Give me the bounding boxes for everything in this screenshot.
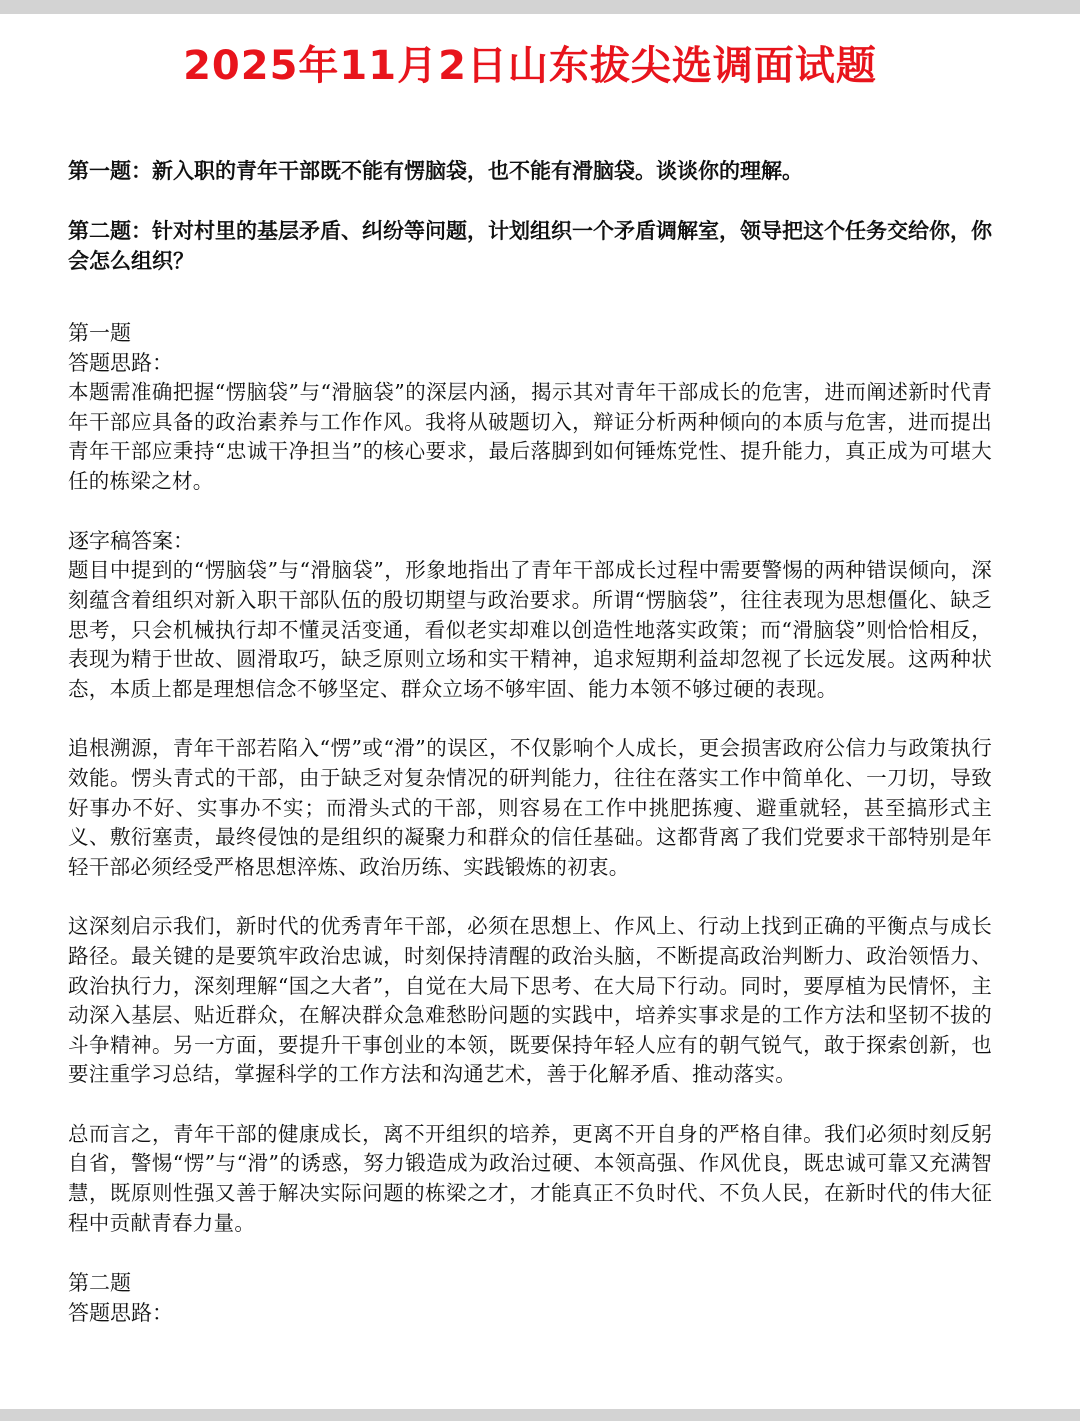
section-2-heading: 第二题 — [68, 1271, 131, 1296]
bottom-border — [0, 1409, 1080, 1421]
answer-paragraph-3: 这深刻启示我们，新时代的优秀青年干部，必须在思想上、作风上、行动上找到正确的平衡点与成长路径。最关键的是要筑牢政治忠诚，时刻保持清醒的政治头脑，不断提高政治判断力、政治领悟力、政治执行力，深刻理解“国之大者”，自觉在大局下思考、在大局下行动。同时，要厚植为民情怀，主动深入基层、贴近群众，在解决群众急难愁盼问题的实践中，培养实事求是的工作方法和坚韧不拔的斗争精神。另一方面，要提升干事创业的本领，既要保持年轻人应有的朝气锐气，敢于探索创新，也要注重学习总结，掌握科学的工作方法和沟通艺术，善于化解矛盾、推动落实。 — [68, 914, 992, 1087]
section-1-answer-label: 逐字稿答案： — [68, 529, 194, 554]
top-border — [0, 0, 1080, 14]
document-title: 2025年11月2日山东拔尖选调面试题 — [183, 43, 877, 89]
section-1-approach-label: 答题思路： — [68, 351, 173, 375]
answer-paragraph-2: 追根溯源，青年干部若陷入“愣”或“滑”的误区，不仅影响个人成长，更会损害政府公信力与政策执行效能。愣头青式的干部，由于缺乏对复杂情况的研判能力，往往在落实工作中简单化、一刀切，导致好事办不好、实事办不实；而滑头式的干部，则容易在工作中挑肥拣瘦、避重就轻，甚至搞形式主义、敷衍塞责，最终侵蚀的是组织的凝聚力和群众的信任基础。这都背离了我们党要求干部特别是年轻干部必须经受严格思想淬炼、政治历练、实践锻炼的初衷。 — [68, 736, 992, 879]
answer-paragraph-4: 总而言之，青年干部的健康成长，离不开组织的培养，更离不开自身的严格自律。我们必须时刻反躬自省，警惕“愣”与“滑”的诱惑，努力锻造成为政治过硬、本领高强、作风优良，既忠诚可靠又充满智慧，既原则性强又善于解决实际问题的栋梁之才，才能真正不负时代、不负人民，在新时代的伟大征程中贡献青春力量。 — [68, 1121, 992, 1235]
section-2-approach-label: 答题思路： — [68, 1301, 173, 1326]
section-1-approach-text: 本题需准确把握“愣脑袋”与“滑脑袋”的深层内涵，揭示其对青年干部成长的危害，进而阐述新时代青年干部应具备的政治素养与工作作风。我将从破题切入，辩证分析两种倾向的本质与危害，进而提出青年干部应秉持“忠诚干净担当”的核心要求，最后落脚到如何锤炼党性、提升能力，真正成为可堪大任的栋梁之材。 — [68, 380, 992, 493]
answer-paragraph-1: 题目中提到的“愣脑袋”与“滑脑袋”，形象地指出了青年干部成长过程中需要警惕的两种错误倾向，深刻蕴含着组织对新入职干部队伍的殷切期望与政治要求。所谓“愣脑袋”，往往表现为思想僵化、缺乏思考，只会机械执行却不懂灵活变通，看似老实却难以创造性地落实政策；而“滑脑袋”则恰恰相反，表现为精于世故、圆滑取巧，缺乏原则立场和实干精神，追求短期利益却忽视了长远发展。这两种状态，本质上都是理想信念不够坚定、群众立场不够牢固、能力本领不够过硬的表现。 — [68, 558, 992, 701]
question-1: 第一题：新入职的青年干部既不能有愣脑袋，也不能有滑脑袋。谈谈你的理解。 — [68, 158, 803, 183]
question-2: 第二题：针对村里的基层矛盾、纠纷等问题，计划组织一个矛盾调解室，领导把这个任务交给你，你会怎么组织？ — [68, 218, 992, 273]
section-1-heading: 第一题 — [68, 321, 131, 345]
document-page — [68, 14, 992, 1328]
